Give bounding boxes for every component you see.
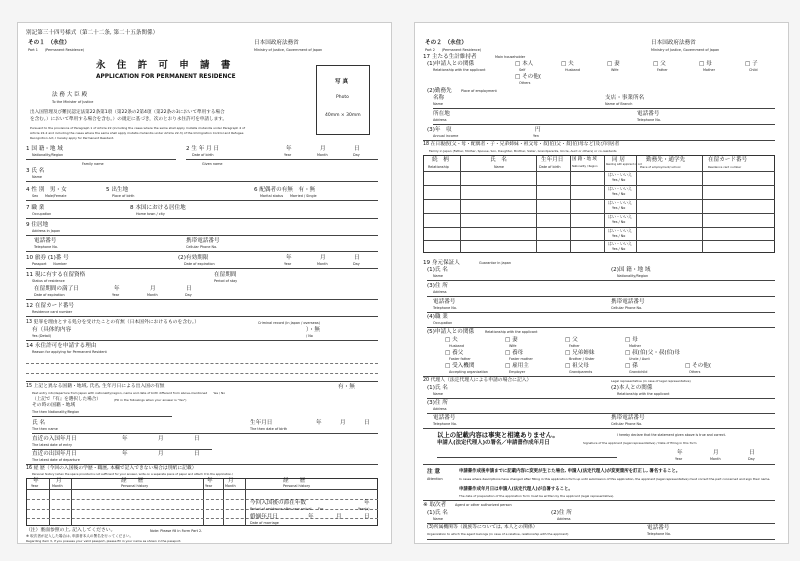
year-label-en: Year [284,262,292,266]
years-label-en: Year(s) [358,507,370,511]
g-rel-father[interactable]: □ 父 [565,337,578,343]
year-label: 年 [286,146,292,152]
g-rel-other[interactable]: □ その他( [685,363,712,369]
stay-length-label-en: Period of residence after new arrival [250,507,312,511]
g-rel-employer-en: Employer [509,370,526,374]
years-label: 年 [364,500,370,506]
guarantor-name-label-en: Name [433,274,444,278]
nationality-label: 1 国 籍・地 域 [26,146,63,152]
g-rel-husband-en: Husband [449,344,464,348]
month-label: 月 [320,146,326,152]
month-label-en: Month [225,484,236,488]
col-dob-en: Date of birth [539,165,561,169]
address-label-en: Address in Japan [32,229,61,233]
day-label: 日 [194,436,200,442]
guarantor-nationality-label: (2)国 籍・地 域 [611,267,651,273]
guarantor-name-label: (1)氏 名 [427,267,448,273]
col-name-en: Name [494,165,505,169]
photo-label: 写 真 [335,79,349,85]
g-rel-organization[interactable]: □ 受入機関 [445,363,475,369]
income-label-en: Annual income [433,134,459,138]
residing-choice[interactable]: はい・いいえ [608,172,632,177]
yen-label: 円 [535,127,541,133]
criminal-label: 13 犯罪を理由とする処分を受けたことの有無（日本国外におけるものを含む。） [26,320,200,325]
residing-choice[interactable]: はい・いいえ [608,186,632,191]
agent-label: ※ 取次者 [423,502,447,508]
sign-month: 月 [713,450,719,456]
part-label-en: Part 2 (Permanent Residence) [425,48,482,52]
year-label: 年 [207,478,213,484]
then-nationality-label: その時の国籍・地域 [32,403,76,408]
period-label-en: Period of stay [214,279,238,283]
g-rel-mother[interactable]: □ 母 [625,337,638,343]
addressee: 法 務 大 臣 殿 [52,92,88,98]
agent-tel-label: 電話番号 [647,525,670,531]
cellphone-label: 携帯電話番号 [186,238,220,244]
employment-label: (2)勤務先 [427,88,452,94]
history-table [26,478,378,526]
residing-choice[interactable]: はい・いいえ [608,241,632,246]
day-label: 日 [364,514,370,520]
expiration-label: 在留期間の満了日 [34,286,79,292]
col-relationship: 続 柄 [432,157,449,163]
employer-name-label-en: Name [433,102,444,106]
g-rel-mother-en: Mother [629,344,641,348]
passport-expiry-label-en: Date of expiration [184,262,215,266]
latest-departure-label-en: The latest date of departure [32,458,80,462]
name-label-en: Name [32,175,43,179]
year-label-en: Year [112,293,120,297]
month-label: 月 [228,478,234,484]
rel-wife[interactable]: □ 妻 [607,61,620,67]
sign-year-en: Year [675,457,683,461]
g-rel-father-en: Father [569,344,580,348]
past-entry-label-en: Past entry into/departure from Japan with nationality/region, name and date of birth different from above-mentioned Yes / No [32,391,226,395]
then-nationality-label-en: The then Nationality/Region [32,410,80,414]
day-label: 日 [186,286,192,292]
branch-label-en: Name of Branch [605,102,633,106]
name-label: 3 氏 名 [26,168,45,174]
photo-box [316,65,370,135]
photo-label-en: Photo [336,95,349,100]
col-nationality-en: Nationality / Region [572,165,598,168]
sign-day: 日 [749,450,755,456]
g-rel-foster-father[interactable]: □ 養父 [445,350,464,356]
representative-label-en: Legal representative (in case of legal representative) [611,379,691,383]
residing-choice-en: Yes / No [612,192,626,196]
photo-size: 40mm × 30mm [325,113,361,118]
reason-label: 14 永住許可を申請する理由 [26,343,97,349]
dob-label: 2 生 年 月 日 [186,146,220,152]
form-page-2 [414,22,789,544]
stay-for-label: For [318,507,324,511]
month-label: 月 [340,420,346,426]
form-number: 別記第三十四号様式（第二十二条, 第二十五条関係） [26,30,159,36]
year-label-en: Year [31,484,39,488]
rel-other-en: Others [519,81,531,85]
employer-address-label: 所在地 [433,111,450,117]
month-label-en: Month [317,262,328,266]
footnote-en: Note: Please fill in Form Part 2. [150,529,203,533]
rep-cell-label: 携帯電話番号 [611,415,645,421]
agent-name-label: (1)氏 名 [427,510,448,516]
criminal-no-en: / No [306,334,313,338]
householder-label: 17 主たる生計維持者 [423,54,477,60]
g-rel-husband[interactable]: □ 夫 [445,337,458,343]
attention-1: 申請書作成後申請までに記載内容に変更が生じた場合, 申請人(法定代理人)が変更箇所を訂正し, 署名すること。 [459,469,681,474]
employer-name-label: 名称 [433,95,445,101]
rel-child-en: Child [749,68,758,72]
residing-choice-en: Yes / No [612,234,626,238]
agent-address-label-en: Address [557,517,571,521]
relationship-label-en: Relationship with the applicant [433,68,486,72]
dob-label-en: Date of birth [192,153,214,157]
signature-label: 申請人(法定代理人)の署名／申請書作成年月日 [437,440,550,446]
expiration-label-en: Date of expiration [34,293,65,297]
sex-label: 4 性 別 男・女 [26,187,67,193]
pob-label-en: Place of birth [112,194,135,198]
day-label-en: Day [353,153,360,157]
attention-label: 注 意 [427,469,441,475]
rel-husband[interactable]: □ 夫 [561,61,574,67]
ministry-en: Ministry of Justice, Government of Japan [254,48,323,52]
month-label: 月 [158,436,164,442]
month-label-en: Month [147,293,158,297]
residing-choice-en: Yes / No [612,247,626,251]
day-label: 日 [354,146,360,152]
hometown-label: 8 本国における居住地 [130,205,186,211]
marriage-date-label: 婚姻年月日 [250,514,278,520]
attention-2: 申請書作成年月日は申請人(法定代理人)が自署すること。 [459,487,573,492]
history-label-en: Personal history (when the space provided is not sufficient for your answer, write on a separate piece of paper and attach it to the application.) [32,472,234,476]
g-rel-foster-mother[interactable]: □ 養母 [505,350,524,356]
col-relationship-en: Relationship [428,165,449,169]
g-rel-other-en: Others [689,370,701,374]
day-label-en: Day [353,262,360,266]
history-col-en: Personal history [283,484,311,488]
ministry: 日本国政府法務省 [651,40,696,46]
residing-choice[interactable]: はい・いいえ [608,214,632,219]
passport-expiry-label: (2)有効期限 [178,255,209,261]
form-title: 永 住 許 可 申 請 書 [96,60,235,71]
period-label: 在留期間 [214,272,237,278]
rep-name-label: (1)氏 名 [427,385,448,391]
address-label: 9 住居地 [26,222,49,228]
family-label-en: Family in Japan (Father, Mother, Spouse, Son, Daughter, Brother, Sister, Grandparents, Uncle, Aunt or others) or co-residents [429,149,617,153]
agent-tel-label-en: Telephone No. [647,532,671,536]
residence-card-label-en: Residence card number [32,310,73,314]
footnote-2: ※ 取次者が記入した場合は, 申請者本人の署名を行ってください。 [26,534,134,538]
representative-label: 20 代理人（法定代理人による申請の場合に記入） [423,378,532,383]
nationality-label-en: Nationality/Region [32,153,64,157]
latest-entry-label: 直近の入国年月日 [32,436,77,442]
day-label: 日 [194,451,200,457]
guarantor-cell-label-en: Cellular Phone No. [611,306,643,310]
part-label: その２ （永住） [425,40,467,46]
criminal-yes: 有（具体的内容 [32,327,72,333]
rel-other[interactable]: □ その他( [515,74,542,80]
cellphone-label-en: Cellular Phone No. [186,245,218,249]
sex-label-en: Sex Male/Female [32,194,67,198]
given-name-label: Given name [202,162,223,166]
rep-address-label: (3)住 所 [427,400,448,406]
g-rel-grandparents[interactable]: □ 祖父母 [565,363,589,369]
telephone-label-en: Telephone No. [34,245,58,249]
guarantor-nationality-label-en: Nationality/Region [617,274,649,278]
agent-org-label: (3)所属機関等（親族等については, 本人との関係） [427,525,538,530]
yen-label-en: Yen [533,134,539,138]
guarantor-cell-label: 携帯電話番号 [611,299,645,305]
sign-day-en: Day [748,457,755,461]
day-label: 日 [354,255,360,261]
latest-departure-label: 直近の出国年月日 [32,451,77,457]
g-rel-wife[interactable]: □ 妻 [505,337,518,343]
addressee-en: To the Minister of Justice [52,100,94,104]
footnote-2-en: Regarding item 3, if you possess your valid passport, please fill in your name as shown in the passport. [26,539,182,543]
attention-2-en: The date of preparation of the application form must be written by the applicant (legal representative). [459,494,615,498]
col-employment: 勤務先・通学先 [646,157,686,163]
intro-text-en: Pursuant to the provisions of Paragraph 1 of Article 22 (including the cases where the same shall apply mutatis mutandis under Paragraph 4 of [30,126,246,130]
declaration: 以上の記載内容は事実と相違ありません。 [437,431,559,439]
day-label-en: Day [185,293,192,297]
occupation-label: 7 職 業 [26,205,45,211]
col-residing-en: Residing with applicant or not [606,163,642,166]
year-label: 年 [122,451,128,457]
marriage-date-label-en: Date of marriage [250,521,279,525]
guarantor-tel-label: 電話番号 [433,299,456,305]
year-label: 年 [286,255,292,261]
rel-self[interactable]: □ 本人 [515,61,534,67]
attention-label-en: Attention [427,477,443,481]
pob-label: 5 出生地 [106,187,129,193]
guarantor-occupation-label: (4)職 業 [427,314,448,320]
residence-card-label: 12 在留カード番号 [26,303,75,309]
residing-choice[interactable]: はい・いいえ [608,200,632,205]
guarantor-label: 19 身元保証人 [423,260,460,266]
g-rel-organization-en: Accepting organization [449,370,488,374]
employer-address-label-en: Address [433,118,447,122]
form-title-en: APPLICATION FOR PERMANENT RESIDENCE [96,74,236,80]
residing-choice-en: Yes / No [612,206,626,210]
col-name: 氏 名 [490,157,507,163]
attention-1-en: In cases where descriptions have changed after filling in this application form up until submission of this application, the applicant (legal representative) must correct the part concerned and sign their name. [459,477,771,481]
g-rel-uncle-aunt[interactable]: □ 叔(伯)父・叔(伯)母 [625,350,680,356]
col-card: 在留カード番号 [708,157,748,163]
agent-org-label-en: Organization to which the agent belongs (in case of a relative, relationship with the applicant) [427,532,569,536]
col-card-en: Residence card number [708,165,742,169]
col-dob: 生年月日 [541,157,564,163]
form-page-1 [17,22,392,544]
rep-tel-label-en: Telephone No. [433,422,457,426]
g-rel-sibling[interactable]: □ 兄弟姉妹 [565,350,595,356]
rep-cell-label-en: Cellular Phone No. [611,422,643,426]
agent-name-label-en: Name [433,517,444,521]
marital-label-en: Marital status Married / Single [260,194,317,198]
marital-label: 6 配偶者の有無 有・無 [254,187,316,193]
rel-father[interactable]: □ 父 [653,61,666,67]
rep-name-label-en: Name [433,392,444,396]
past-entry-yes-no: 有・無 [338,384,355,390]
employment-label-en: Place of employment [461,89,497,93]
g-rel-grandchild-en: Grandchild [629,370,648,374]
year-label-en: Year [205,484,213,488]
guarantor-address-label-en: Address [433,290,447,294]
branch-label: 支店・事業所名 [605,95,645,101]
g-rel-grandchild[interactable]: □ 孫 [625,363,638,369]
day-label: 日 [364,420,370,426]
year-label-en: Year [284,153,292,157]
passport-number-label: 10 旅券 (1)番 号 [26,255,69,261]
g-rel-wife-en: Wife [509,344,517,348]
part-label-en: Part 1 (Permanent Residence) [28,48,85,52]
month-label-en: Month [52,484,63,488]
intro-text: 出入国管理及び難民認定法第22条第1項（第22条の2第4項（第22条の3において準用する場合 [30,110,225,115]
family-table [423,155,775,253]
year-label: 年 [316,420,322,426]
history-col-en: Personal history [121,484,149,488]
passport-number-label-en: Passport Number [32,262,67,266]
footnote: （注）裏面参照の上, 記入してください。 [26,528,116,533]
sign-month-en: Month [710,457,721,461]
status-label: 11 現に有する在留資格 [26,272,86,278]
telephone-label: 電話番号 [34,238,57,244]
criminal-label-en: Criminal record (in Japan / overseas) [258,321,320,325]
year-label: 年 [33,478,39,484]
g-rel-employer[interactable]: □ 雇用主 [505,363,529,369]
g-rel-grandparents-en: Grandparents [569,370,593,374]
month-label: 月 [336,514,342,520]
col-nationality: 国 籍・地 域 [572,157,597,162]
year-label: 年 [122,436,128,442]
month-label: 月 [320,255,326,261]
intro-text-en-3: Recognition Act, I hereby apply for Permanent Resident. [30,136,115,140]
rel-mother[interactable]: □ 母 [699,61,712,67]
past-entry-sub-en: (Fill in the followings when your answer is "Yes") [114,398,187,402]
past-entry-label: 15 上記と異なる国籍・地域, 氏名, 生年月日による出入国の有無 [26,384,165,389]
rel-husband-en: Husband [565,68,580,72]
month-label: 月 [56,478,62,484]
g-rel-uncle-aunt-en: Uncle / Aunt [629,357,650,361]
rel-self-en: Self [519,68,526,72]
g-rel-sibling-en: Brother / Sister [569,357,595,361]
rel-father-en: Father [657,68,668,72]
householder-label-en: Main householder [495,55,526,59]
history-col: 経 歴 [121,478,144,484]
guarantor-relationship-label: (5)申請人との関係 [427,329,475,335]
guarantor-label-en: Guarantor in Japan [479,261,511,265]
rel-child[interactable]: □ 子 [745,61,758,67]
residing-choice-en: Yes / No [612,178,626,182]
reason-label-en: Reason for applying for Permanent Resident [32,350,107,354]
intro-text-2: を含む。）において準用する場合を含む。）の規定に基づき，次のとおり永住許可を申請します。 [30,117,227,122]
g-rel-foster-father-en: Foster father [449,357,471,361]
rep-tel-label: 電話番号 [433,415,456,421]
month-label: 月 [158,451,164,457]
rep-relationship-label-en: Relationship with the applicant [617,392,670,396]
signature-label-en: Signature of the applicant (legal representative) / Date of filling in this form [583,441,697,445]
then-dob-label-en: The then date of birth [250,427,288,431]
rel-wife-en: Wife [611,68,619,72]
guarantor-address-label: (3)住 所 [427,283,448,289]
relationship-label: (1)申請人との関係 [427,61,475,67]
ministry-en: Ministry of Justice, Government of Japan [651,48,720,52]
employer-tel-label: 電話番号 [637,111,660,117]
status-label-en: Status of residence [32,279,65,283]
ministry: 日本国政府法務省 [254,40,299,46]
residing-choice[interactable]: はい・いいえ [608,228,632,233]
history-col: 経 歴 [283,478,306,484]
history-label: 16 経 歴（今回の入国後の学歴・職歴, 本欄で記入できない場合は別紙に記載） [26,466,197,471]
past-entry-sub: （上記で『有』を選択した場合） [32,397,101,402]
criminal-no: ）・無 [306,327,320,333]
guarantor-tel-label-en: Telephone No. [433,306,457,310]
criminal-yes-en: Yes (Detail) [32,334,52,338]
then-name-label-en: The then name [32,427,58,431]
stay-length-label: 今回入国後の滞在年数 [250,500,306,506]
guarantor-occupation-label-en: Occupation [433,321,453,325]
g-rel-foster-mother-en: Foster mother [509,357,533,361]
occupation-label-en: Occupation [32,212,52,216]
year-label: 年 [308,514,314,520]
income-label: (3)年 収 [427,127,452,133]
rep-address-label-en: Address [433,407,447,411]
employer-tel-label-en: Telephone No. [637,118,661,122]
then-dob-label: 生年月日 [250,420,273,426]
hometown-label-en: Home town / city [136,212,165,216]
declaration-en: I hereby declare that the statement given above is true and correct. [617,433,726,437]
then-name-label: 氏 名 [32,420,45,426]
part-label: その１ （永住） [28,40,70,46]
agent-label-en: Agent or other authorized person [455,503,512,507]
family-label: 18 在日親族(父・母・配偶者・子・兄弟姉妹・祖父母・叔(伯)父・叔(伯)母など)及び同居者 [423,142,620,147]
month-label-en: Month [317,153,328,157]
guarantor-relationship-label-en: Relationship with the applicant [485,330,538,334]
intro-text-en-2: Article 22-2 and including the cases where the same shall apply mutatis mutandis under Article 22-3) of the Immigration Control and Refugee [30,131,244,135]
month-label: 月 [150,286,156,292]
year-label: 年 [114,286,120,292]
col-employment-en: Place of employment/ school [640,165,681,169]
sign-year: 年 [677,450,683,456]
col-residing: 同 居 [612,157,625,163]
residing-choice-en: Yes / No [612,220,626,224]
agent-address-label: (2)住 所 [551,510,572,516]
latest-entry-label-en: The latest date of entry [32,443,73,447]
rep-relationship-label: (2)本人との関係 [611,385,653,391]
rel-mother-en: Mother [703,68,715,72]
family-name-label: Family name [82,162,104,166]
